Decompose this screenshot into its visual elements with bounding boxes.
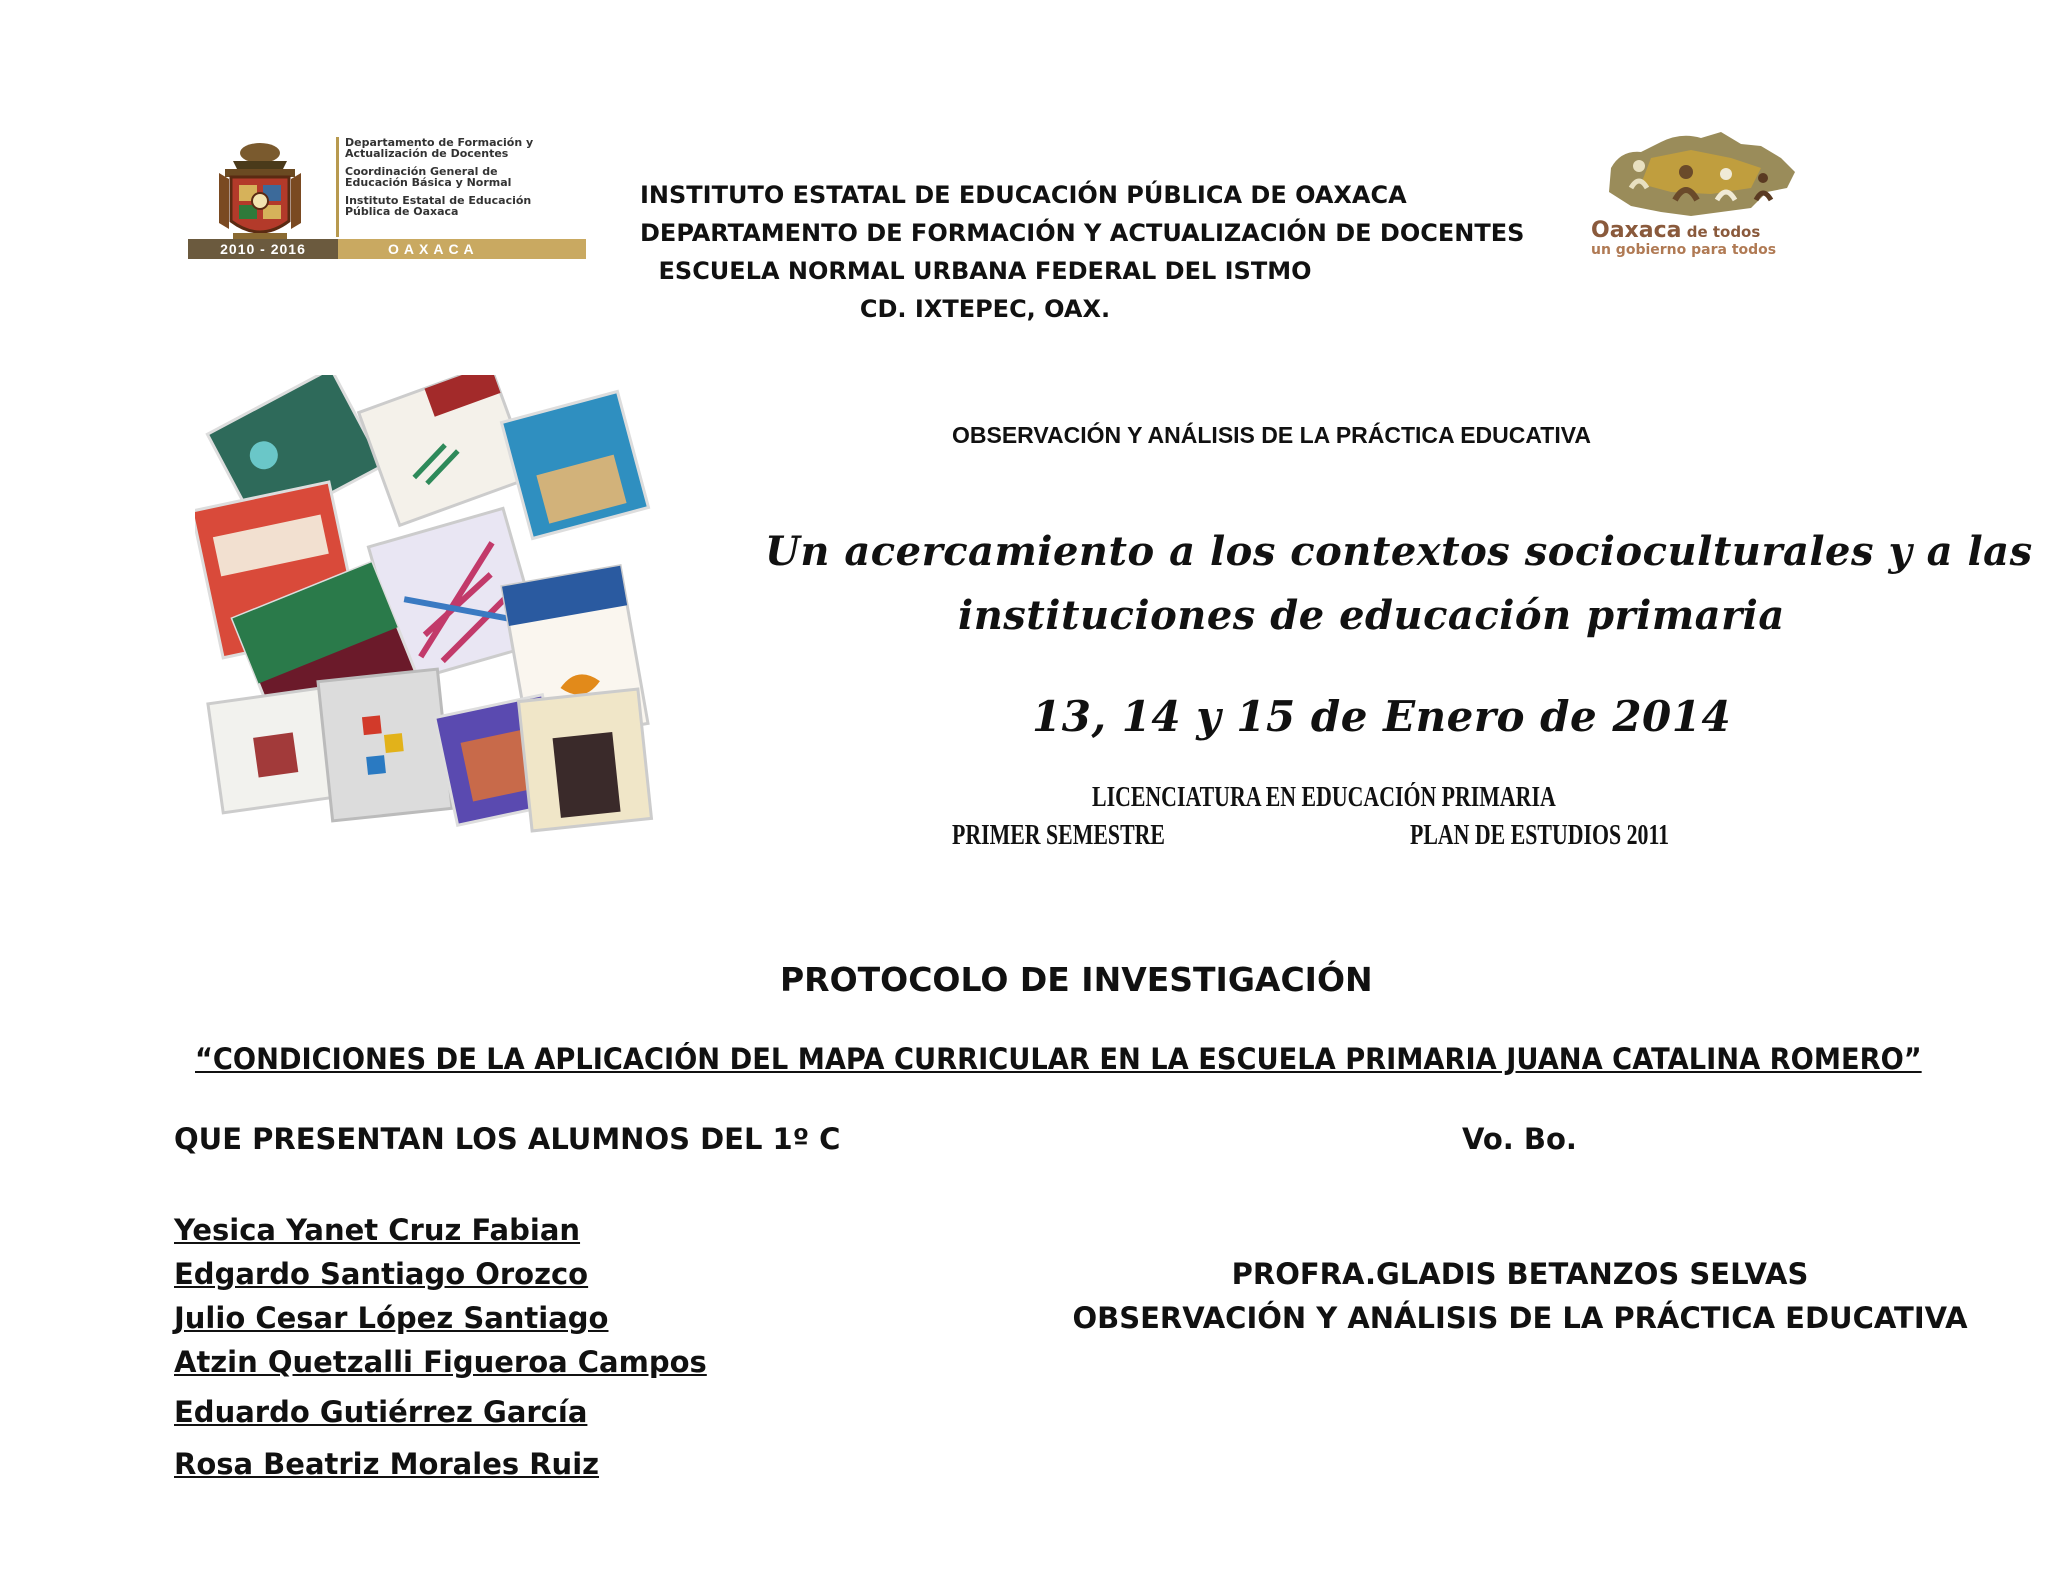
- brand-main: Oaxaca: [1591, 218, 1682, 243]
- logo-line-dept: Departamento de Formación y Actualización de Docentes: [345, 136, 534, 160]
- brand-suffix: de todos: [1681, 223, 1761, 241]
- semester: PRIMER SEMESTRE: [952, 820, 1165, 851]
- logo-divider: [336, 137, 339, 237]
- student-name: Atzin Quetzalli Figueroa Campos: [174, 1345, 707, 1379]
- iepo-logo: [188, 133, 586, 258]
- logo-line-coord: Coordinación General de Educación Básica y Normal: [345, 165, 512, 189]
- logo-text-lines: [345, 137, 585, 224]
- student-list: [174, 1208, 707, 1488]
- student-name: Yesica Yanet Cruz Fabian: [174, 1213, 581, 1247]
- logo-band: [188, 239, 586, 259]
- coat-of-arms-icon: [213, 139, 307, 249]
- oaxaca-map-icon: [1591, 128, 1801, 220]
- student-name: Edgardo Santiago Orozco: [174, 1257, 589, 1291]
- approval-label: Vo. Bo.: [1462, 1122, 1577, 1156]
- advisor-block: [1000, 1252, 2040, 1340]
- course-title-line-2: instituciones de educación primaria: [958, 592, 1785, 639]
- course-title-line-1: Un acercamiento a los contextos socioculturales y a las: [765, 528, 2033, 575]
- book-cover: [519, 689, 652, 831]
- student-name: Rosa Beatriz Morales Ruiz: [174, 1447, 600, 1481]
- research-title: “CONDICIONES DE LA APLICACIÓN DEL MAPA CURRICULAR EN LA ESCUELA PRIMARIA JUANA CATALINA ROMERO”: [195, 1042, 1922, 1076]
- presenters-label: QUE PRESENTAN LOS ALUMNOS DEL 1º C: [174, 1122, 841, 1156]
- student-name: Julio Cesar López Santiago: [174, 1301, 609, 1335]
- header-line-2: DEPARTAMENTO DE FORMACIÓN Y ACTUALIZACIÓN DE DOCENTES: [640, 219, 1525, 247]
- student-name: Eduardo Gutiérrez García: [174, 1395, 588, 1429]
- book-cover: [502, 392, 649, 539]
- advisor-name: PROFRA.GLADIS BETANZOS SELVAS: [1231, 1257, 1809, 1291]
- logo-line-inst: Instituto Estatal de Educación Pública de Oaxaca: [345, 194, 532, 218]
- logo-state: OAXACA: [338, 239, 586, 259]
- advisor-subject: OBSERVACIÓN Y ANÁLISIS DE LA PRÁCTICA EDUCATIVA: [1072, 1301, 1968, 1335]
- header-line-4: CD. IXTEPEC, OAX.: [859, 295, 1111, 323]
- oaxaca-slogan: un gobierno para todos: [1591, 242, 1777, 258]
- oaxaca-brand: [1591, 218, 1760, 243]
- book-covers-collage: [195, 375, 655, 835]
- study-plan: PLAN DE ESTUDIOS 2011: [1410, 820, 1670, 851]
- header-line-1: INSTITUTO ESTATAL DE EDUCACIÓN PÚBLICA DE OAXACA: [640, 181, 1407, 209]
- book-cover: [318, 669, 452, 821]
- course-subject: OBSERVACIÓN Y ANÁLISIS DE LA PRÁCTICA EDUCATIVA: [952, 422, 1591, 448]
- course-dates: 13, 14 y 15 de Enero de 2014: [1032, 692, 1732, 741]
- book-cover: [359, 375, 532, 525]
- program-name: LICENCIATURA EN EDUCACIÓN PRIMARIA: [1092, 782, 1556, 813]
- logo-years: 2010 - 2016: [188, 239, 338, 259]
- oaxaca-gov-logo: [1585, 128, 1805, 262]
- protocol-heading: PROTOCOLO DE INVESTIGACIÓN: [780, 960, 1373, 999]
- header-line-3: ESCUELA NORMAL URBANA FEDERAL DEL ISTMO: [658, 257, 1312, 285]
